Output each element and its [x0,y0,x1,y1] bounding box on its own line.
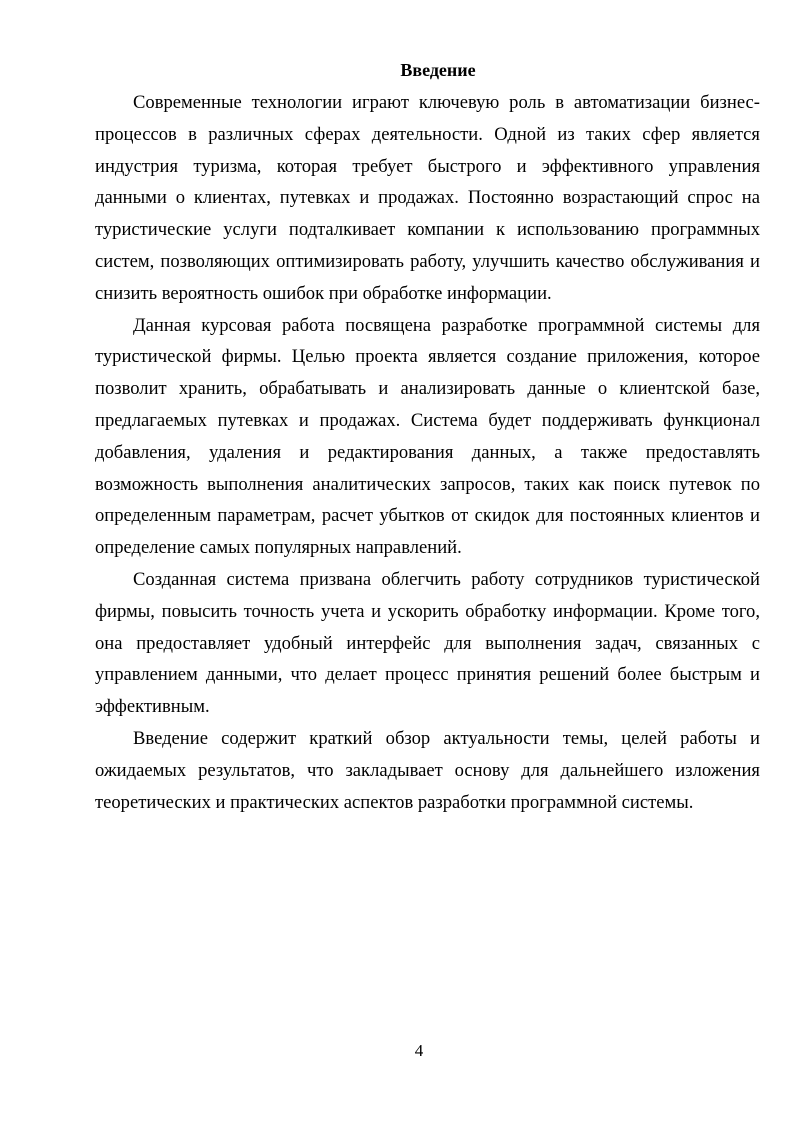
paragraph-2: Данная курсовая работа посвящена разработке программной системы для туристической фирмы. Целью проекта является создание приложения, которое позволит хранить, обрабатывать и анализировать данные о клиентской базе, предлагаемых путевках и продажах. Система будет поддерживать функционал добавления, удаления и редактирования данных, а также предоставлять возможность выполнения аналитических запросов, таких как поиск путевок по определенным параметрам, расчет убытков от скидок для постоянных клиентов и определение самых популярных направлений. [95,314,760,559]
paragraph-3: Созданная система призвана облегчить работу сотрудников туристической фирмы, повысить точность учета и ускорить обработку информации. Кроме того, она предоставляет удобный интерфейс для выполнения задач, связанных с управлением данными, что делает процесс принятия решений более быстрым и эффективным. [95,568,760,718]
body-text [95,87,760,818]
section-title: Введение [400,60,476,80]
page-number: 4 [414,1041,424,1060]
paragraph-4: Введение содержит краткий обзор актуальности темы, целей работы и ожидаемых результатов, что закладывает основу для дальнейшего изложения теоретических и практических аспектов разработки программной системы. [95,727,760,813]
paragraph-1: Современные технологии играют ключевую роль в автоматизации бизнес-процессов в различных сферах деятельности. Одной из таких сфер является индустрия туризма, которая требует быстрого и эффективного управления данными о клиентах, путевках и продажах. Постоянно возрастающий спрос на туристические услуги подталкивает компании к использованию программных систем, позволяющих оптимизировать работу, улучшить качество обслуживания и снизить вероятность ошибок при обработке информации. [95,92,760,304]
